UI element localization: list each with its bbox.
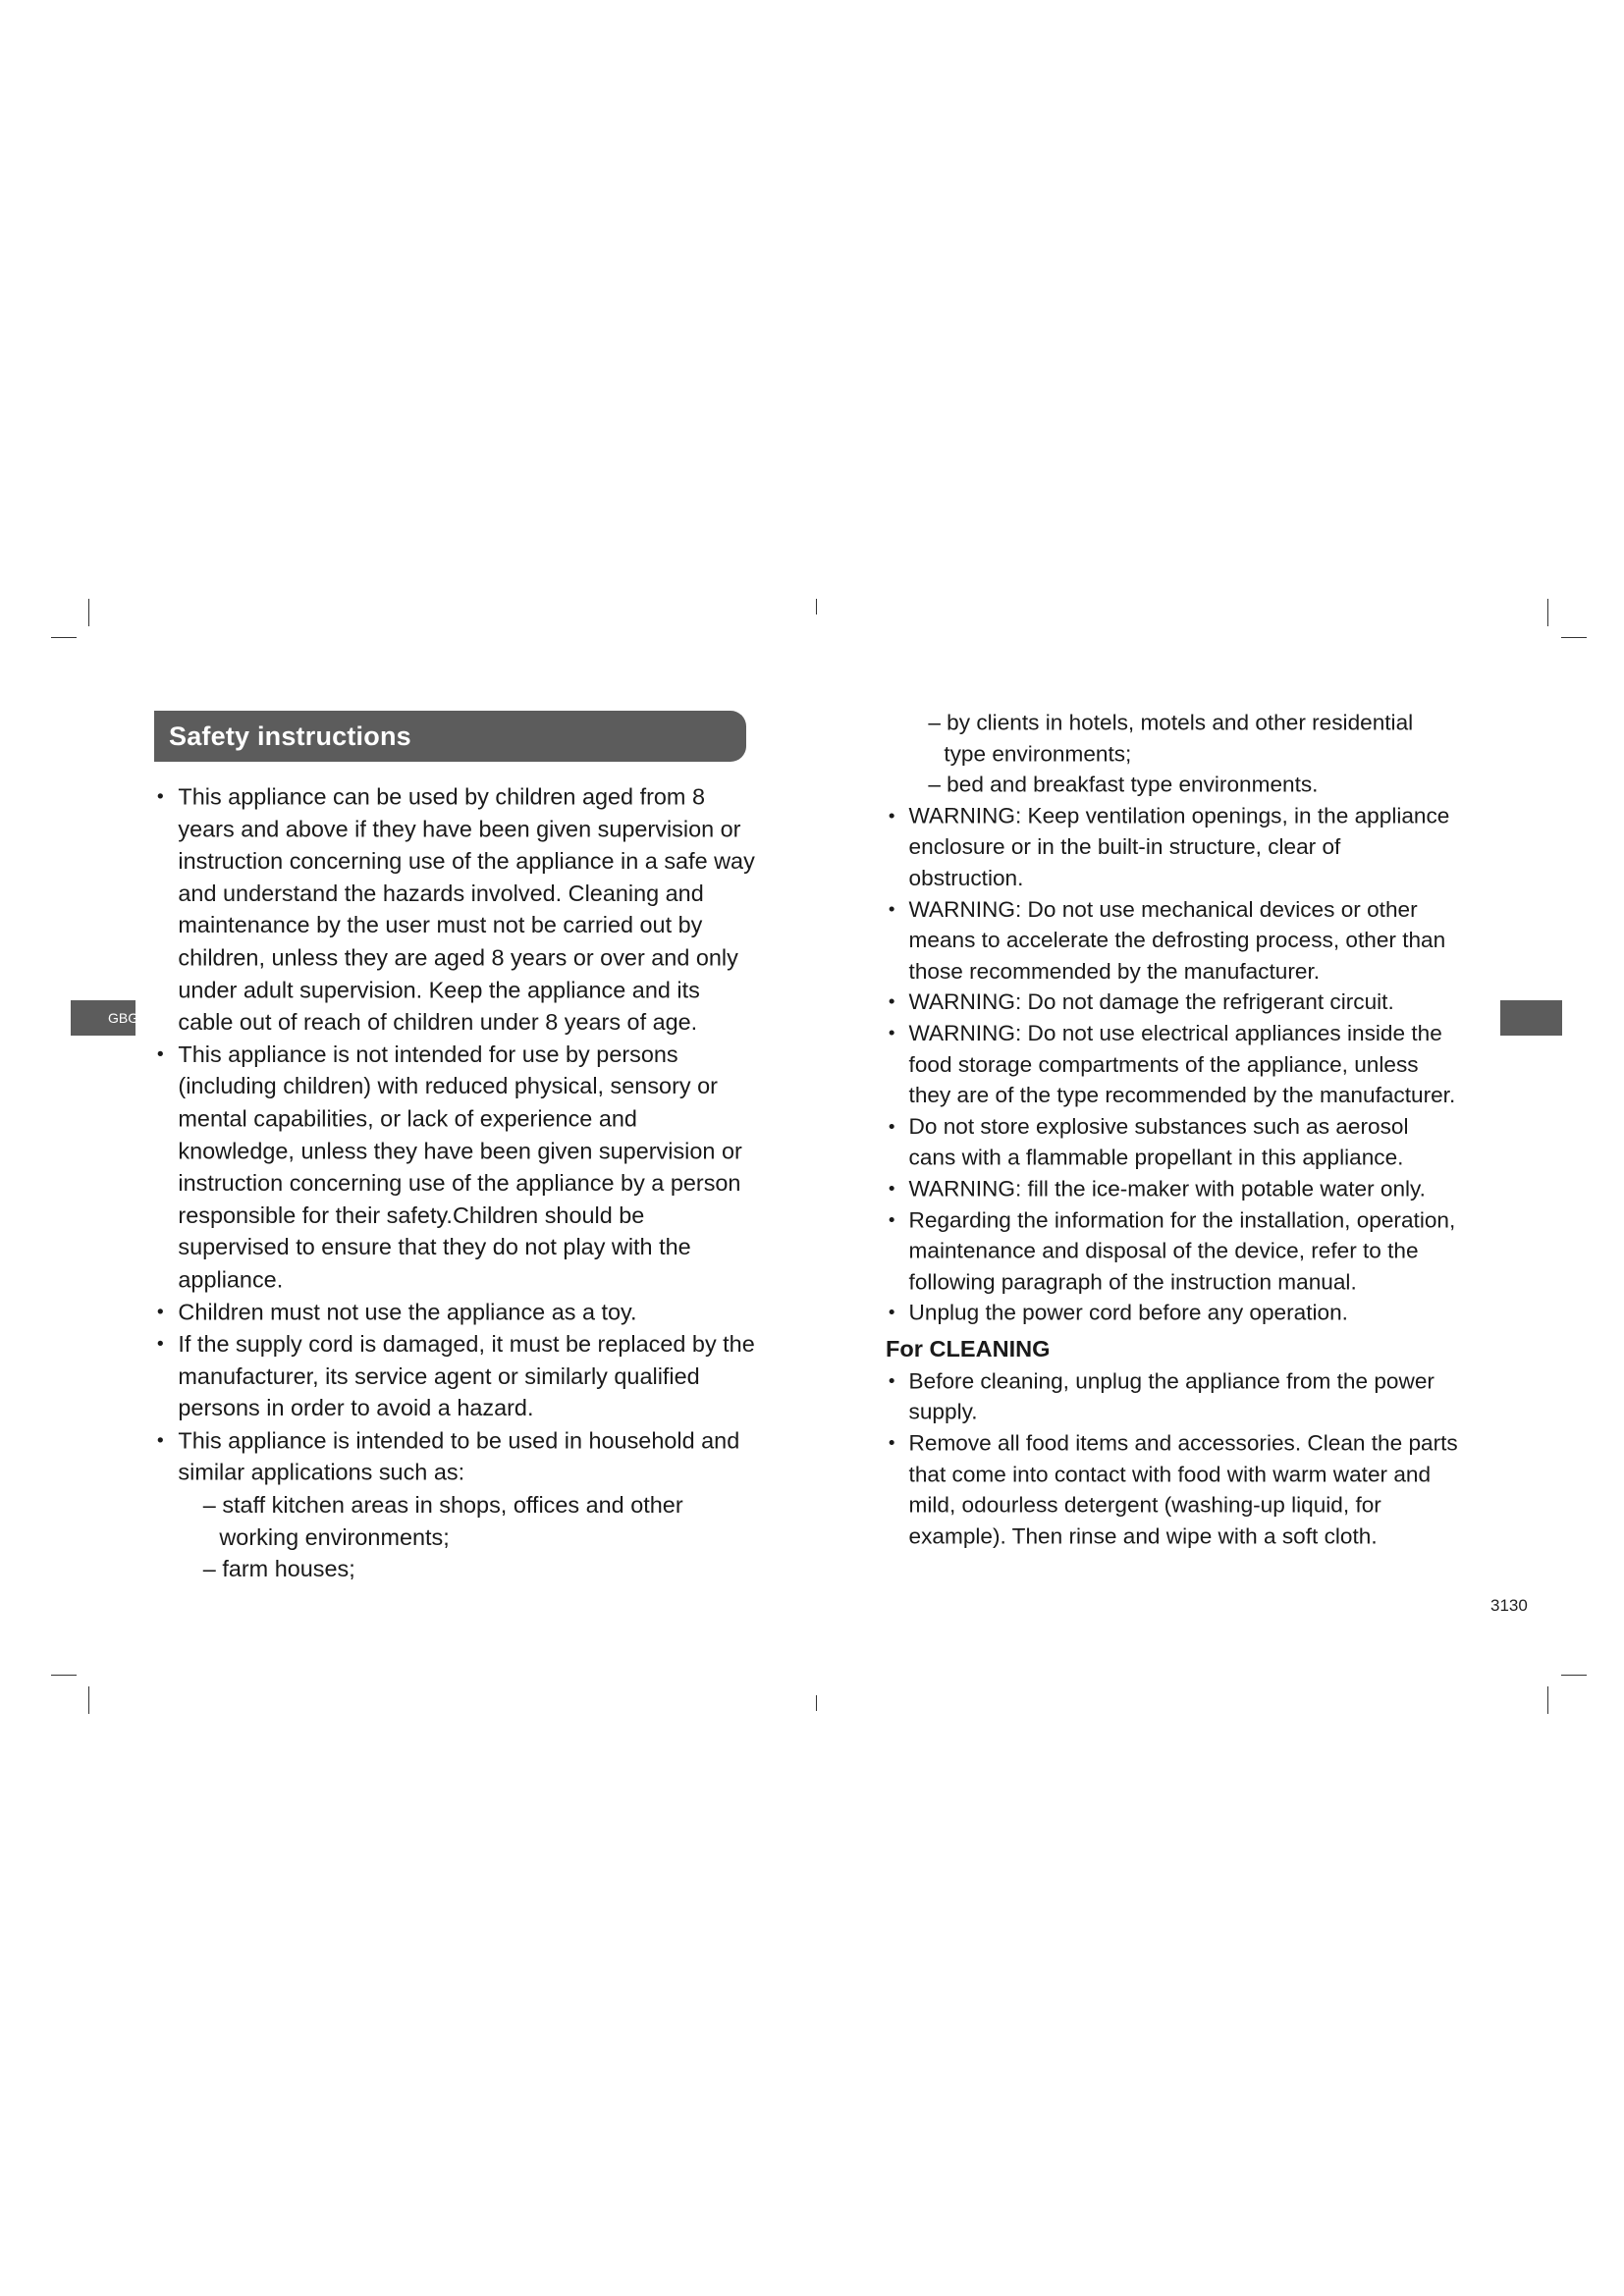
list-item: • Do not store explosive substances such as aerosol cans with a flammable propellant in this appliance. [886, 1111, 1459, 1173]
crop-mark-top-left-vertical [88, 599, 89, 626]
list-item: • Children must not use the appliance as a toy. [154, 1297, 758, 1329]
sub-list-item: – farm houses; [202, 1556, 355, 1583]
page-number: 3130 [1490, 1596, 1528, 1615]
list-item: • WARNING: Do not damage the refrigerant circuit. [886, 988, 1459, 1019]
safety-list-left [154, 781, 758, 1586]
cleaning-heading: For CLEANING [886, 1336, 1051, 1362]
crop-mark-bottom-left-vertical [88, 1686, 89, 1714]
list-item: • This appliance can be used by children aged from 8 years and above if they have been given supervision or instruction concerning use of the appliance in a safe way and understand the hazards involved. Cleaning and maintenance by the user must not be carried out by children, unless they are aged 8 years or over and only under adult supervision. Keep the appliance and its cable out of reach of children under 8 years of age. [154, 781, 758, 1039]
list-item: • WARNING: fill the ice-maker with potable water only. [886, 1174, 1459, 1205]
crop-mark-top-right-vertical [1547, 599, 1548, 626]
crop-mark-bottom-right-vertical [1547, 1686, 1548, 1714]
usage-sub-list [178, 1489, 758, 1585]
language-tab [71, 1000, 148, 1036]
crop-mark-top-left-horizontal [51, 637, 77, 638]
list-item-text: This appliance is intended to be used in household and similar applications such as: [178, 1427, 740, 1486]
language-tab-label: GBGB [108, 1010, 148, 1026]
section-header [154, 711, 746, 762]
list-item: • Before cleaning, unplug the appliance from the power supply. [886, 1366, 1459, 1428]
list-item: • WARNING: Do not use electrical appliances inside the food storage compartments of the appliance, unless they are of the type recommended by the manufacturer. [886, 1018, 1459, 1111]
list-item: • Unplug the power cord before any operation. [886, 1298, 1459, 1329]
usage-sub-list-continued [886, 708, 1459, 801]
safety-list-right [886, 801, 1459, 1329]
list-item: • WARNING: Do not use mechanical devices or other means to accelerate the defrosting process, other than those recommended by the manufacturer. [886, 894, 1459, 988]
list-item: • If the supply cord is damaged, it must be replaced by the manufacturer, its service agent or similarly qualified persons in order to avoid a hazard. [154, 1328, 758, 1424]
list-item: • Remove all food items and accessories. Clean the parts that come into contact with food with warm water and mild, odourless detergent (washing-up liquid, for example). Then rinse and wipe with a soft cloth. [886, 1428, 1459, 1553]
left-column [154, 781, 758, 1586]
list-item: • Regarding the information for the installation, operation, maintenance and disposal of the device, refer to the following paragraph of the instruction manual. [886, 1204, 1459, 1298]
crop-mark-bottom-center [816, 1695, 817, 1711]
crop-mark-top-right-horizontal [1561, 637, 1587, 638]
sub-list-item: – staff kitchen areas in shops, offices and other working environments; [202, 1492, 683, 1551]
sub-list-item: – bed and breakfast type environments. [928, 773, 1319, 798]
language-tab-right [1500, 1000, 1562, 1036]
crop-mark-bottom-left-horizontal [51, 1675, 77, 1676]
list-item: • WARNING: Keep ventilation openings, in the appliance enclosure or in the built-in structure, clear of obstruction. [886, 801, 1459, 894]
cleaning-list [886, 1366, 1459, 1553]
sub-list-item: – by clients in hotels, motels and other residential type environments; [928, 710, 1414, 767]
crop-mark-bottom-right-horizontal [1561, 1675, 1587, 1676]
list-item [154, 1425, 758, 1586]
section-title: Safety instructions [169, 721, 411, 751]
crop-mark-top-center [816, 599, 817, 614]
right-column [886, 708, 1459, 1552]
list-item: • This appliance is not intended for use by persons (including children) with reduced physical, sensory or mental capabilities, or lack of experience and knowledge, unless they have been given supervision or instruction concerning use of the appliance by a person responsible for their safety.Children should be supervised to ensure that they do not play with the appliance. [154, 1039, 758, 1296]
